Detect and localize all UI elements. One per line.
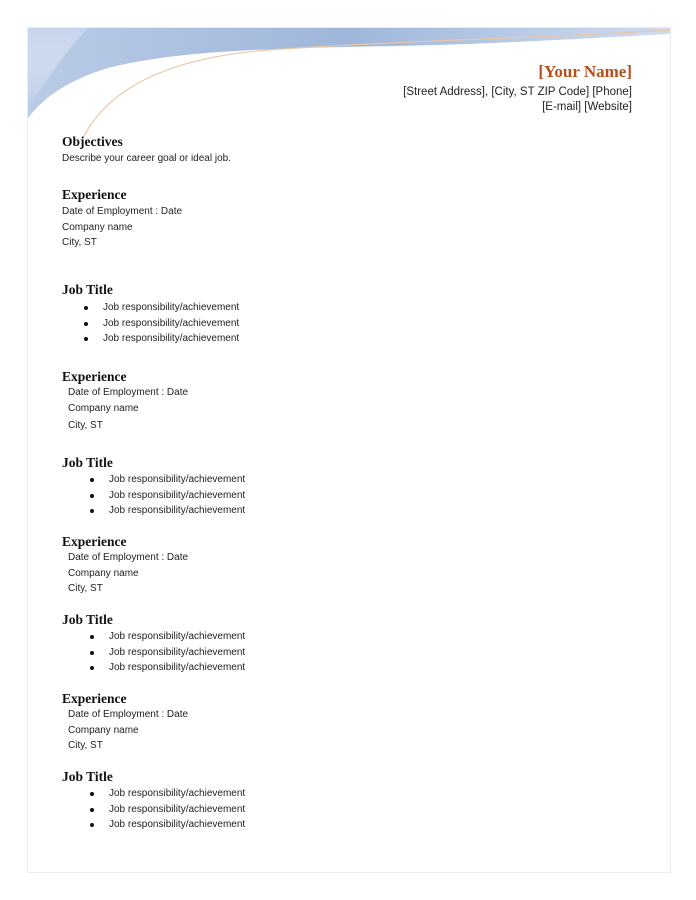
bullet-icon [90,494,94,498]
company-city: City, ST [68,420,103,431]
experience-heading: Experience [62,691,127,706]
list-item: Job responsibility/achievement [62,817,622,833]
bullet-icon [90,478,94,482]
company-city: City, ST [68,583,103,594]
employment-date: Date of Employment : Date [68,552,189,563]
list-item: Job responsibility/achievement [62,786,622,802]
experience-section [62,691,622,754]
experience-section [62,369,622,434]
employment-date: Date of Employment : Date [68,709,189,720]
experience-section [62,534,622,597]
contact-info [403,85,632,115]
company-name: Company name [68,402,139,414]
list-item: Job responsibility/achievement [62,331,622,347]
bullet-icon [90,509,94,513]
list-item: Job responsibility/achievement [62,472,622,488]
responsibility-list [62,629,622,676]
company-name: Company name [68,724,139,736]
email-website-line: [E-mail] [Website] [542,101,632,113]
job-title-section [62,455,622,519]
bullet-icon [90,635,94,639]
company-city: City, ST [68,740,103,751]
responsibility-list [62,300,622,347]
objectives-section [62,134,622,167]
employment-date: Date of Employment : Date [62,206,183,217]
job-title-section [62,612,622,676]
responsibility-list [62,472,622,519]
experience-heading: Experience [62,187,127,202]
company-name: Company name [62,221,133,233]
address-line: [Street Address], [City, ST ZIP Code] [Phone] [403,86,632,98]
list-item: Job responsibility/achievement [62,300,622,316]
list-item: Job responsibility/achievement [62,660,622,676]
bullet-icon [84,306,88,310]
list-item: Job responsibility/achievement [62,503,622,519]
bullet-icon [90,792,94,796]
resume-page [28,28,670,872]
company-name: Company name [68,567,139,579]
job-title-section [62,282,622,347]
experience-section [62,187,622,251]
company-city: City, ST [62,237,97,248]
resume-name: [Your Name] [538,62,632,81]
list-item: Job responsibility/achievement [62,316,622,332]
job-title-heading: Job Title [62,282,113,297]
bullet-icon [84,322,88,326]
list-item: Job responsibility/achievement [62,488,622,504]
objectives-text: Describe your career goal or ideal job. [62,153,231,164]
bullet-icon [90,666,94,670]
experience-heading: Experience [62,534,127,549]
job-title-heading: Job Title [62,455,113,470]
list-item: Job responsibility/achievement [62,645,622,661]
list-item: Job responsibility/achievement [62,802,622,818]
bullet-icon [90,823,94,827]
employment-date: Date of Employment : Date [68,387,189,398]
job-title-heading: Job Title [62,612,113,627]
experience-heading: Experience [62,369,127,384]
job-title-heading: Job Title [62,769,113,784]
responsibility-list [62,786,622,833]
bullet-icon [90,651,94,655]
objectives-heading: Objectives [62,134,123,149]
job-title-section [62,769,622,833]
bullet-icon [90,808,94,812]
bullet-icon [84,337,88,341]
list-item: Job responsibility/achievement [62,629,622,645]
